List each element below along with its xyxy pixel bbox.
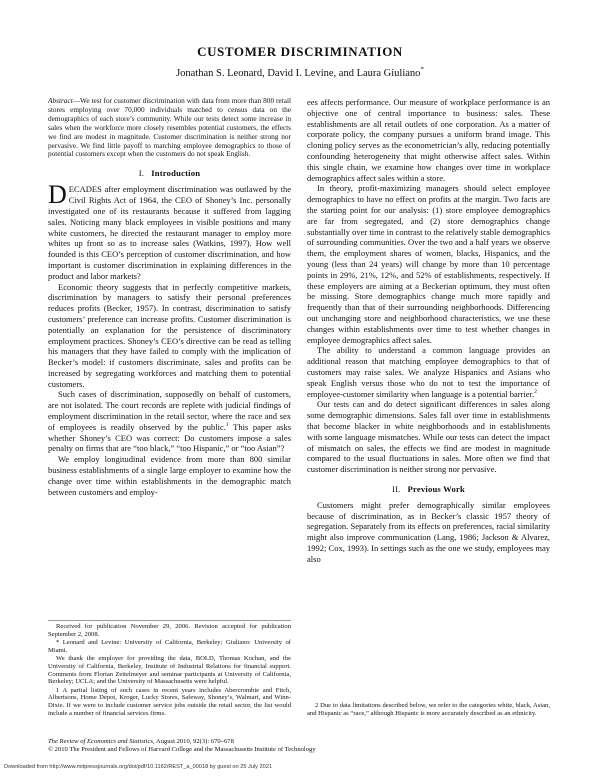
intro-paragraph-8: Our tests can and do detect significant differences in sales along some demographic dimensions. Sales fall over time in establishments that become blacker in white neighborhoods and in establishments with some language mismatches. While our tests can detect the impact of mismatch on sales, the effects we find are modest in magnitude compared to the usual fluctuations in sales. More often we find that customer discrimination is neither strong nor pervasive. xyxy=(307,399,550,475)
journal-issue: August 2010, 92(3): 670–678 xyxy=(154,738,234,745)
section-title: Introduction xyxy=(151,168,201,179)
journal-info xyxy=(48,738,568,755)
left-column xyxy=(48,97,291,497)
drop-cap: D xyxy=(48,180,67,210)
received-note: Received for publication November 29, 2006. Revision accepted for publication September 2, 2008. xyxy=(48,623,291,638)
section-number: II. xyxy=(392,483,401,494)
footnote-ref-2: 2 xyxy=(534,388,537,395)
section-number: I. xyxy=(138,168,145,179)
intro-paragraph-5: ees affects performance. Our measure of workplace performance is an objective one of central importance to business: sales. These establishments are all retail outlets of one corporation. As a matter of corporate policy, the company pursues a uniform brand image. This cloning policy serves as the econometrician’s ally, reducing potentially confounding heterogeneity that might otherwise affect sales. Within this single chain, we examine how changes over time in workplace demographics affect sales within a store. xyxy=(307,97,550,183)
acknowledgements-note: We thank the employer for providing the data, BOLD, Thomas Kochan, and the University of California, Berkeley, Institute of Industrial Relations for financial support. Comments from Florian Zettelmeyer and seminar participants at University of California, Berkeley; UCLA; and the University of Massachusetts were helpful. xyxy=(48,655,291,686)
footnote-1: 1 A partial listing of such cases in recent years includes Abercrombie and Fitch, Albertsons, Home Depot, Kroger, Lucky Stores, Safeway, Shoney’s, Walmart, and Winn-Dixie. If we were to include customer service jobs outside the retail sector, the list would include a number of financial services firms. xyxy=(48,686,291,717)
download-note[interactable]: Downloaded from http://www.mitpressjournals.org/doi/pdf/10.1162/REST_a_00018 by guest on 25 July 2021 xyxy=(4,764,272,770)
intro-paragraph-3 xyxy=(48,389,291,454)
journal-name: The Review of Economics and Statistics, xyxy=(48,738,155,745)
footnote-ref-1: 1 xyxy=(225,422,229,429)
paper-authors xyxy=(0,65,600,79)
copyright-line: © 2010 The President and Fellows of Harvard College and the Massachusetts Institute of Technology xyxy=(48,746,316,754)
affiliation-note: * Leonard and Levine: University of California, Berkeley; Giuliano: University of Miami. xyxy=(48,639,291,654)
paper-title: CUSTOMER DISCRIMINATION xyxy=(197,44,403,59)
section-heading-previous-work xyxy=(307,484,550,494)
paragraph-text: The ability to understand a common language provides an additional reason that matching employee demographics to that of customers may raise sales. We analyze Hispanics and Asians who speak English versus those who do not to test the importance of employee-customer similarity when language is a potential barrier. xyxy=(307,345,550,399)
intro-paragraph-7 xyxy=(307,345,550,399)
abstract-text: —We test for customer discrimination with data from more than 800 retail stores employing over 70,000 individuals matched to census data on the demographics of each store’s community. While our tests detect some increase in sales when the workforce more closely resembles potential customers, the effects we find are modest in magnitude. Customer discrimination is neither strong nor pervasive. We find little payoff to matching employee demographics to those of potential customers except when the customers do not speak English. xyxy=(48,96,291,159)
intro-paragraph-6: In theory, profit-maximizing managers should select employee demographics to have no effect on profits at the margin. Two facts are the starting point for our analysis: (1) store employee demographics are far from segregated, and (2) store demographics change substantially over time in contrast to the relatively stable demographics of surrounding communities. Over the two and a half years we observe them, the employment shares of women, blacks, Hispanics, and the young (less than 24 years) will change by more than 10 percentage points in 29%, 21%, 12%, and 52% of establishments, respectively. If these employers are aiming at a Beckerian optimum, they must often be missing. Store demographics change much more rapidly and frequently than that of their surrounding neighborhoods. Differencing out unchanging store and neighborhood characteristics, we use these changes within establishments over time to test whether changes in employee demographics affect sales. xyxy=(307,183,550,345)
paragraph-text: ECADES after employment discrimination was outlawed by the Civil Rights Act of 1964, the CEO of Shoney’s Inc. personally investigated one of its restaurants because it suffered from lagging sales. Noticing many black employees in visible positions and many white customers, he directed the restaurant manager to employ more whites up front so as to increase sales (Watkins, 1997). How well founded is this CEO’s perception of customer discrimination, and how important is customer discrimination in explaining differences in the product and labor markets? xyxy=(48,184,291,281)
intro-paragraph-4: We employ longitudinal evidence from more than 800 similar business establishments of a single large employer to examine how the change over time within establishments in the demographic match between customers and employ- xyxy=(48,454,291,497)
left-footnotes xyxy=(48,620,291,718)
right-footnotes xyxy=(307,702,550,718)
journal-citation xyxy=(48,738,568,746)
intro-paragraph-1 xyxy=(48,180,291,281)
section-heading-introduction xyxy=(48,168,291,178)
paragraph-text: This paper asks whether Shoney’s CEO was correct: Do customers impose a sales penalty on firms that are “too black,” “too Hispanic,” or “too Asian”? xyxy=(48,421,291,454)
section-title: Previous Work xyxy=(407,483,465,494)
author-names: Jonathan S. Leonard, David I. Levine, and Laura Giuliano xyxy=(176,68,421,79)
footnote-2: 2 Due to data limitations described below, we refer to the categories white, black, Asian, and Hispanic as “race,” although Hispanic is more accurately described as an ethnicity. xyxy=(307,702,550,717)
author-note-marker: * xyxy=(420,65,424,74)
right-column xyxy=(307,97,550,565)
abstract xyxy=(48,97,291,159)
abstract-label: Abstract xyxy=(48,96,73,105)
previous-work-paragraph-1: Customers might prefer demographically similar employees because of discrimination, as in Becker’s classic 1957 theory of segregation. Separately from its effects on preferences, racial similarity might also improve communication (Lang, 1986; Jackson & Alvarez, 1992; Cox, 1993). In settings such as the one we study, employees may also xyxy=(307,499,550,564)
intro-paragraph-2: Economic theory suggests that in perfectly competitive markets, discrimination by managers to satisfy their personal preferences reduces profits (Becker, 1957). In contrast, discrimination to satisfy customers’ preference can increase profits. Customer discrimination is potentially an explanation for the persistence of discriminatory employment practices. Shoney’s CEO’s directive can be read as telling his managers that they have failed to comply with the implication of Becker’s model: if customers discriminate, sales and profits can be increased by segregating workforces and matching them to potential customers. xyxy=(48,281,291,389)
paragraph-text: Such cases of discrimination, supposedly on behalf of customers, are not isolated. The court records are replete with judicial findings of employment discrimination in the retail sector, where the race and sex of employees is readily observed by the public. xyxy=(48,389,291,432)
